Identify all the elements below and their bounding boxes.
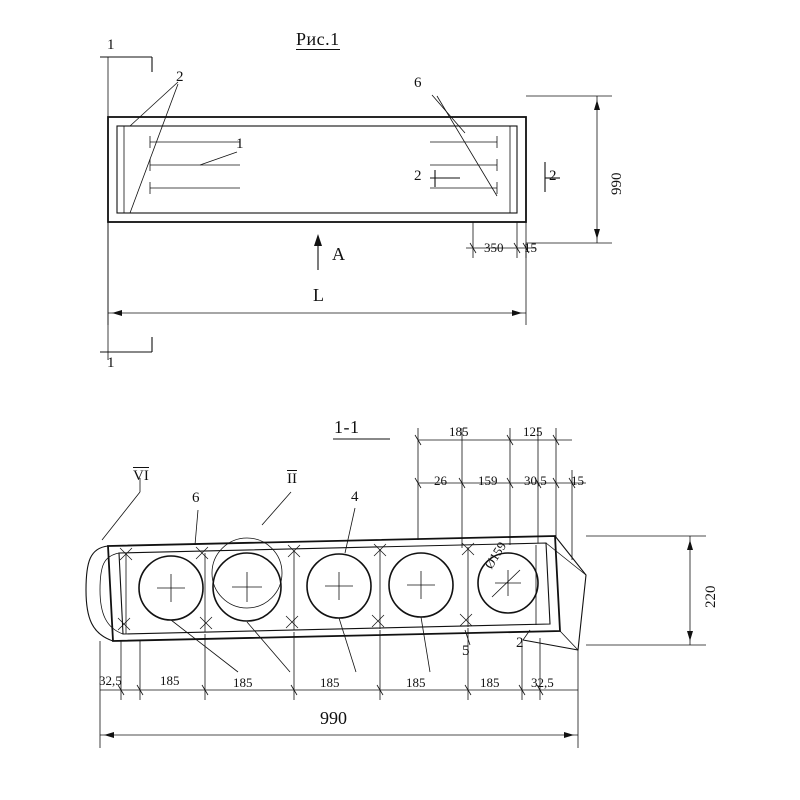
- dim-bottom-185-1: 185: [160, 673, 180, 688]
- dim-bottom-185-4: 185: [406, 675, 426, 690]
- detail-mark-vi: VI: [133, 468, 149, 484]
- dim-section-26: 26: [434, 473, 447, 488]
- callout-6-section: 6: [192, 490, 200, 506]
- dim-bottom-32-5-right: 32,5: [531, 675, 554, 690]
- dim-section-159: 159: [478, 473, 498, 488]
- dim-section-185-top: 185: [449, 424, 469, 439]
- dim-bottom-185-2: 185: [233, 675, 253, 690]
- dim-plan-350: 350: [484, 240, 504, 255]
- dim-plan-length-l: L: [313, 285, 324, 305]
- dim-plan-15: 15: [524, 240, 537, 255]
- section-mark-1-top: 1: [107, 37, 115, 53]
- dim-bottom-185-3: 185: [320, 675, 340, 690]
- dim-bottom-32-5-left: 32,5: [99, 673, 122, 688]
- callout-2-plan-outer: 2: [549, 168, 557, 184]
- view-arrow-label-a: A: [332, 244, 345, 264]
- dim-plan-height-990: 990: [609, 172, 625, 195]
- callout-6-plan: 6: [414, 75, 422, 91]
- section-mark-1-bottom: 1: [107, 355, 115, 371]
- callout-5-section: 5: [462, 643, 470, 659]
- dim-section-total-990: 990: [320, 708, 347, 728]
- dim-section-height-220: 220: [703, 585, 719, 608]
- section-title-1-1: 1-1: [334, 417, 360, 437]
- dim-section-15: 15: [571, 473, 584, 488]
- callout-4-section: 4: [351, 489, 359, 505]
- callout-2-section: 2: [516, 635, 524, 651]
- dim-section-125-top: 125: [523, 424, 543, 439]
- dim-bottom-185-5: 185: [480, 675, 500, 690]
- callout-2-plan-left: 2: [176, 69, 184, 85]
- detail-mark-ii: II: [287, 471, 297, 487]
- callout-2-plan-inner: 2: [414, 168, 422, 184]
- figure-title: Рис.1: [296, 29, 340, 49]
- hole-diameter-label: Ø159: [481, 538, 510, 572]
- dim-section-30-5: 30,5: [524, 473, 547, 488]
- callout-1-plan: 1: [236, 136, 244, 152]
